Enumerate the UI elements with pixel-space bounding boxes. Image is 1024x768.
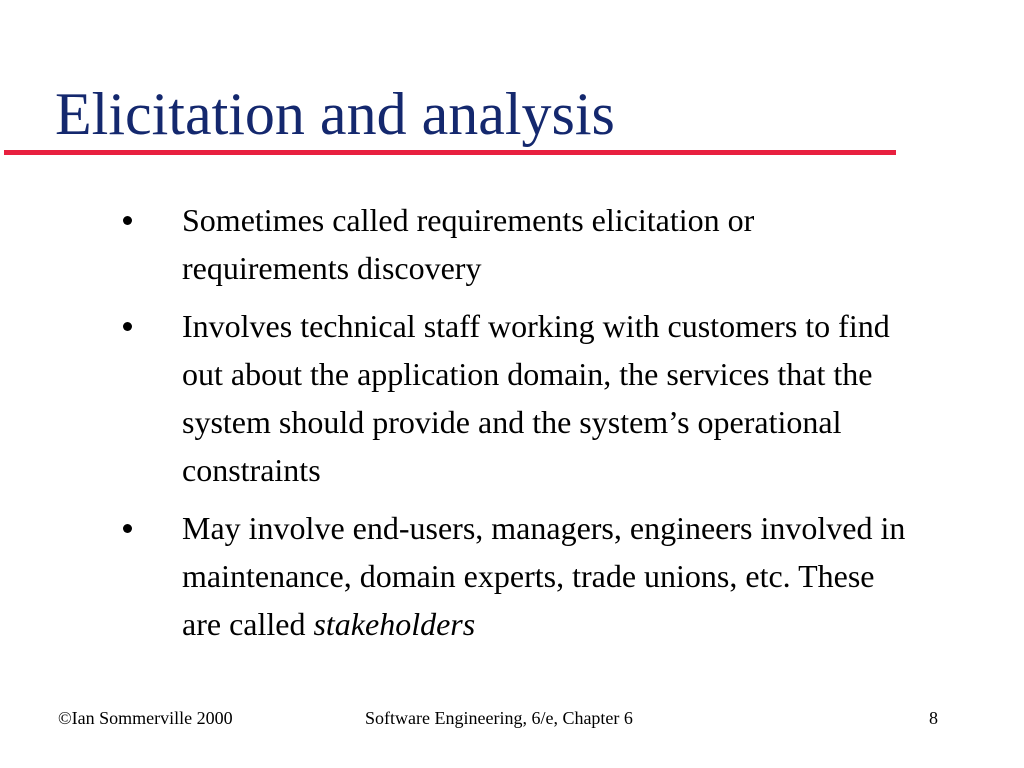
bullet-text-plain: May involve end-users, managers, engineers involved in maintenance, domain experts, trade unions, etc. These are called — [182, 510, 906, 642]
title-underline-rule — [4, 150, 896, 155]
bullet-dot-icon — [123, 216, 132, 225]
bullet-item — [120, 504, 910, 648]
footer-course: Software Engineering, 6/e, Chapter 6 — [365, 708, 633, 728]
bullet-text: Sometimes called requirements elicitation or requirements discovery — [182, 202, 755, 286]
bullet-item — [120, 196, 910, 292]
stakeholders-emphasis: stakeholders — [313, 606, 476, 642]
bullet-dot-icon — [123, 524, 132, 533]
bullet-text: Involves technical staff working with customers to find out about the application domain, the services that the system should provide and the system’s operational constraints — [182, 308, 890, 488]
bullet-list — [120, 196, 910, 658]
bullet-text — [182, 510, 905, 642]
slide-title: Elicitation and analysis — [55, 81, 615, 147]
bullet-item — [120, 302, 910, 494]
footer-page-number: 8 — [929, 708, 938, 728]
footer-copyright: ©Ian Sommerville 2000 — [58, 708, 233, 728]
bullet-dot-icon — [123, 322, 132, 331]
